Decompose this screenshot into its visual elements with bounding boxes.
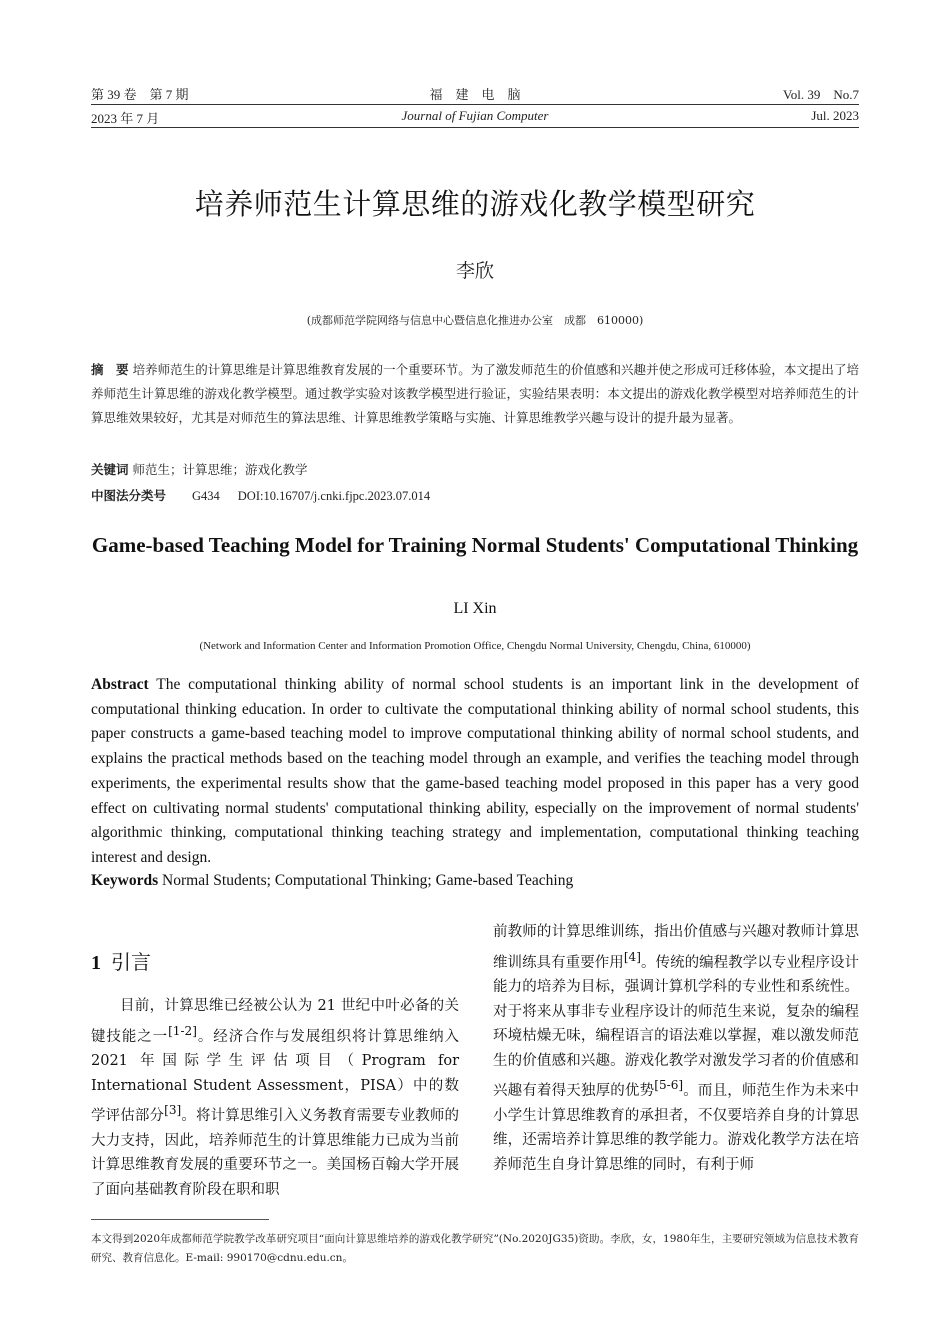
journal-name-en: Journal of Fujian Computer <box>401 108 549 123</box>
text-run: 目前，计算思维已经被公认为 21 世纪中叶必备的关键技能之一 <box>91 998 459 1045</box>
paper-title-en: Game-based Teaching Model for Training Normal Students' Computational Thinking <box>91 533 859 557</box>
abstract-en <box>91 673 859 871</box>
doi: DOI:10.16707/j.cnki.fjpc.2023.07.014 <box>237 489 431 503</box>
keywords-en-label: Keywords <box>91 872 159 889</box>
classification-line <box>91 486 859 504</box>
keywords-cn-text: 师范生；计算思维；游戏化教学 <box>132 462 308 477</box>
section-title: 引言 <box>111 950 151 974</box>
affiliation-en: (Network and Information Center and Information Promotion Office, Chengdu Normal University, Chengdu, China, 610000) <box>199 640 751 652</box>
abstract-cn <box>91 358 859 430</box>
keywords-cn-label: 关键词 <box>91 462 129 477</box>
section-number: 1 <box>91 952 101 974</box>
abstract-cn-text: 培养师范生的计算思维是计算思维教育发展的一个重要环节。为了激发师范生的价值感和兴趣并使之形成可迁移体验，本文提出了培养师范生计算思维的游戏化教学模型。通过教学实验对该教学模型进行验证，实验结果表明：本文提出的游戏化教学模型对培养师范生的计算思维效果较好，尤其是对师范生的算法思维、计算思维教学策略与实施、计算思维教学兴趣与设计的提升最为显著。 <box>91 362 859 425</box>
classification-label: 中图法分类号 <box>91 488 167 503</box>
abstract-en-label: Abstract <box>91 676 149 693</box>
author-cn: 李欣 <box>455 260 494 282</box>
paragraph <box>91 994 459 1202</box>
body-column-left <box>91 994 459 1202</box>
citation[interactable]: [4] <box>623 949 641 964</box>
body-column-right <box>493 920 859 1178</box>
citation[interactable]: [5-6] <box>654 1078 684 1093</box>
volume-issue-en: Vol. 39 No.7 <box>783 87 859 102</box>
classification-code: G434 <box>192 489 220 503</box>
author-en: LI Xin <box>453 600 497 617</box>
text-run: 前教师的计算思维训练，指出价值感与兴趣对教师计算思维训练具有重要作用 <box>493 924 859 971</box>
journal-name-cn: 福 建 电 脑 <box>429 87 521 102</box>
footnote-rule <box>91 1219 269 1220</box>
header-rule-bottom <box>91 127 859 128</box>
abstract-cn-label: 摘 要 <box>91 362 129 377</box>
footnote: 本文得到2020年成都师范学院教学改革研究项目“面向计算思维培养的游戏化教学研究”(No.2020JG35)资助。李欣，女，1980年生，主要研究领域为信息技术教育研究、教育信息化。E-mail: 990170@cdnu.edu.cn。 <box>91 1233 859 1264</box>
affiliation-cn: (成都师范学院网络与信息中心暨信息化推进办公室 成都 610000) <box>306 314 644 327</box>
text-run: 。经济合作与发展组织将计算思维纳入 2021 年国际学生评估项目（Program for International Student Assessment，PISA）中的数学评估部分 <box>91 1028 460 1125</box>
text-run: 。将计算思维引入义务教育需要专业教师的大力支持，因此，培养师范生的计算思维能力已成为当前计算思维教育发展的重要环节之一。美国杨百翰大学开展了面向基础教育阶段在职和职 <box>91 1108 460 1198</box>
keywords-en <box>91 872 859 890</box>
paper-title-cn: 培养师范生计算思维的游戏化教学模型研究 <box>194 187 756 221</box>
header-rule-top <box>91 104 859 105</box>
citation[interactable]: [1-2] <box>168 1023 197 1038</box>
paragraph <box>493 920 859 1178</box>
date-cn: 2023 年 7 月 <box>91 111 160 126</box>
abstract-en-text: The computational thinking ability of normal school students is an important link in the development of computational thinking education. In order to cultivate the computational thinking ability of normal school students, this paper constructs a game-based teaching model to improve computational thinking ability of normal school students, and explains the practical methods based on the teaching model through an example, and verifies the teaching model through experiments, the experimental results show that the game-based teaching model proposed in this paper has a very good effect on cultivating normal students' computational thinking ability, especially on the improvement of normal students' algorithmic thinking, computational thinking teaching strategy and implementation, computational thinking teaching interest and design. <box>91 676 859 866</box>
date-en: Jul. 2023 <box>811 108 859 123</box>
keywords-cn <box>91 460 859 478</box>
text-run: 。传统的编程教学以专业程序设计能力的培养为目标，强调计算机学科的专业性和系统性。对于将来从事非专业程序设计的师范生来说，复杂的编程环境枯燥无味，编程语言的语法难以掌握，难以激发师范生的价值感和兴趣。游戏化教学对激发学习者的价值感和兴趣有着得天独厚的优势 <box>493 954 860 1100</box>
text-run: 。而且，师范生作为未来中小学生计算思维教育的承担者，不仅要培养自身的计算思维，还需培养计算思维的教学能力。游戏化教学方法在培养师范生自身计算思维的同时，有利于师 <box>493 1083 859 1173</box>
volume-issue-cn: 第 39 卷 第 7 期 <box>91 87 189 102</box>
section-heading-1 <box>91 946 151 975</box>
keywords-en-text: Normal Students; Computational Thinking; Game-based Teaching <box>162 872 574 889</box>
citation[interactable]: [3] <box>164 1103 182 1118</box>
